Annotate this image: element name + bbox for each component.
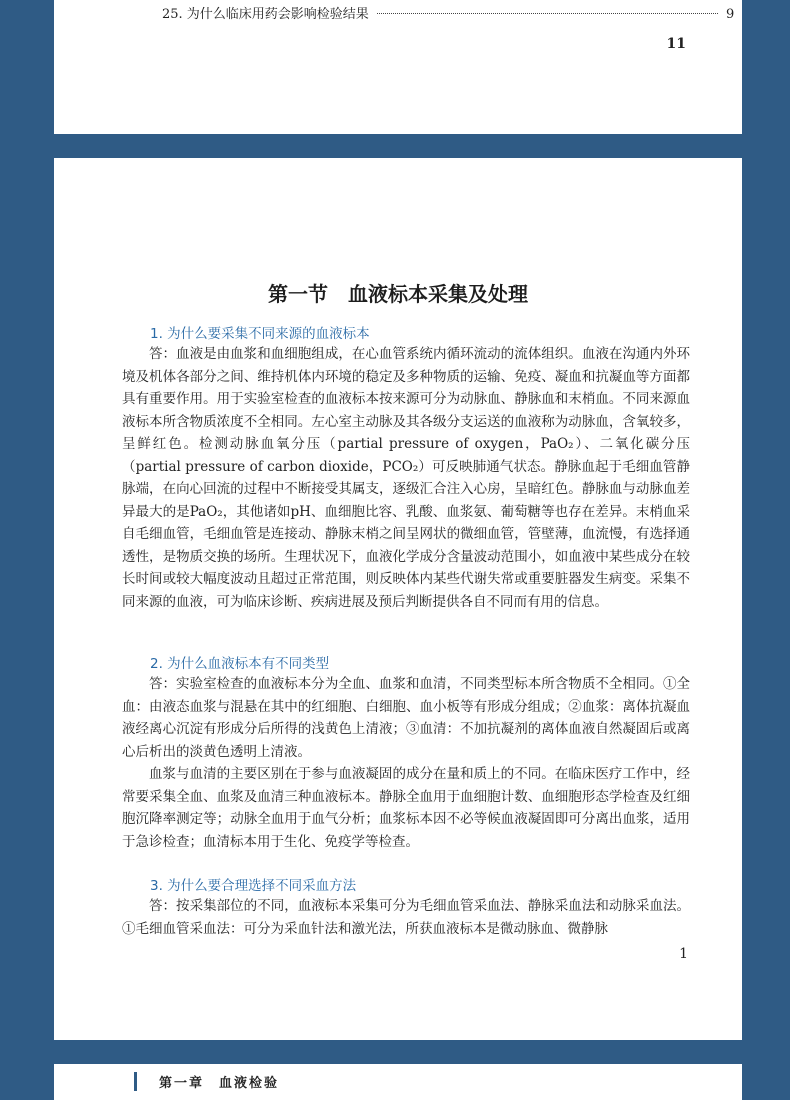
toc-entry-page: 9 [726, 7, 735, 22]
previous-page [54, 0, 742, 134]
answer-paragraph-2: 答：实验室检查的血液标本分为全血、血浆和血清，不同类型标本所含物质不全相同。①全血：由液态血浆与混悬在其中的红细胞、白细胞、血小板等有形成分组成；②血浆：离体抗凝血液经离心沉淀有形成分后所得的浅黄色上清液；③血清：不加抗凝剂的离体血液自然凝固后或离心后析出的淡黄色透明上清液。 [122, 676, 690, 760]
question-heading-2: 2. 为什么血液标本有不同类型 [150, 656, 330, 672]
answer-paragraph-3: 血浆与血清的主要区别在于参与血液凝固的成分在量和质上的不同。在临床医疗工作中，经常要采集全血、血浆及血清三种血液标本。静脉全血用于血细胞计数、血细胞形态学检查及红细胞沉降率测定等；动脉全血用于血气分析；血浆标本因不必等候血液凝固即可分离出血浆，适用于急诊检查；血清标本用于生化、免疫学等检查。 [122, 766, 690, 850]
answer-paragraph-4: 答：按采集部位的不同，血液标本采集可分为毛细血管采血法、静脉采血法和动脉采血法。①毛细血管采血法：可分为采血针法和激光法，所获血液标本是微动脉血、微静脉 [122, 898, 690, 937]
toc-entry [162, 3, 742, 22]
toc-entry-title: 25. 为什么临床用药会影响检验结果 [162, 7, 369, 22]
toc-leader-dots [377, 13, 718, 14]
answer-paragraph-1: 答：血液是由血浆和血细胞组成，在心血管系统内循环流动的流体组织。血液在沟通内外环境及机体各部分之间、维持机体内环境的稳定及多种物质的运输、免疫、凝血和抗凝血等方面都具有重要作用。用于实验室检查的血液标本按来源可分为动脉血、静脉血和末梢血。不同来源血液标本所含物质浓度不全相同。左心室主动脉及其各级分支运送的血液称为动脉血，含氧较多，呈鲜红色。检测动脉血氧分压（partial pressure of oxygen，PaO₂）、二氧化碳分压（partial pressure of carbon dioxide，PCO₂）可反映肺通气状态。静脉血起于毛细血管静脉端，在向心回流的过程中不断接受其属支，逐级汇合注入心房，呈暗红色。静脉血与动脉血差异最大的是PaO₂，其他诸如pH、血细胞比容、乳酸、血浆氨、葡萄糖等也存在差异。末梢血采自毛细血管，毛细血管是连接动、静脉末梢之间呈网状的微细血管，管壁薄，血流慢，有选择通透性，是物质交换的场所。生理状况下，血液化学成分含量波动范围小，如血液中某些成分在较长时间或较大幅度波动且超过正常范围，则反映体内某些代谢失常或重要脏器发生病变。采集不同来源的血液，可为临床诊断、疾病进展及预后判断提供各自不同而有用的信息。 [122, 346, 690, 610]
page-number: 1 [679, 946, 688, 962]
chapter-header: 第一章 血液检验 [134, 1072, 279, 1091]
section-title: 第一节 血液标本采集及处理 [268, 282, 528, 306]
page-number: 11 [666, 36, 686, 52]
main-page [54, 158, 742, 1040]
question-heading-1: 1. 为什么要采集不同来源的血液标本 [150, 326, 370, 342]
next-page [54, 1064, 742, 1100]
question-heading-3: 3. 为什么要合理选择不同采血方法 [150, 878, 357, 894]
